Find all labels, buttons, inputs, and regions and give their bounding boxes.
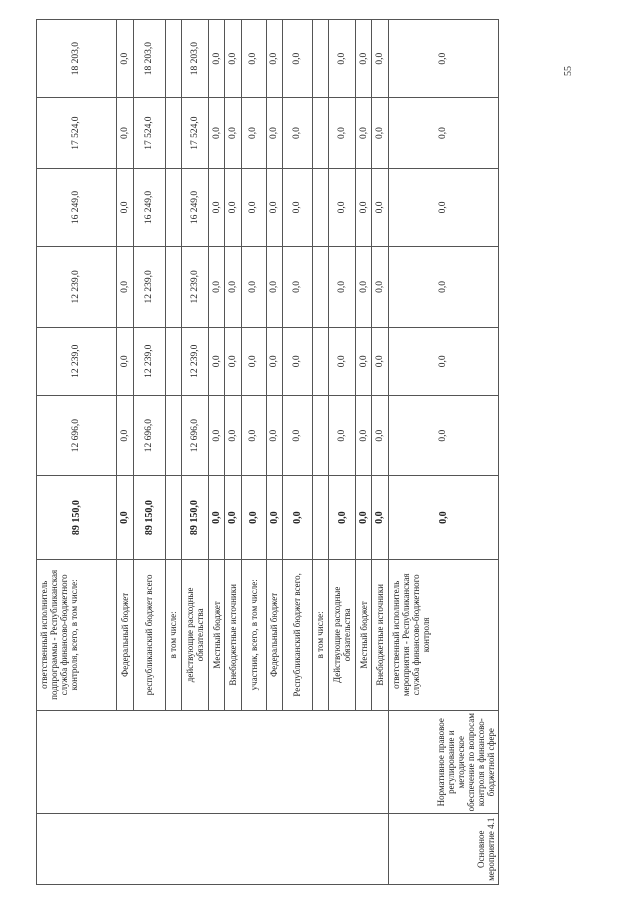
total-value-cell: 89 150,0 (37, 476, 117, 559)
value-cell (312, 395, 328, 476)
total-value-cell: 0,0 (266, 476, 282, 559)
value-cell: 0,0 (241, 98, 266, 169)
activity-status-cell (37, 814, 389, 885)
value-cell: 12 696,0 (133, 395, 165, 476)
value-cell: 0,0 (209, 168, 225, 246)
value-cell: 0,0 (372, 247, 388, 328)
value-cell: 0,0 (225, 247, 241, 328)
value-cell: 0,0 (225, 98, 241, 169)
value-cell: 0,0 (225, 168, 241, 246)
funding-source-cell: участник, всего, в том числе: (241, 559, 266, 710)
value-cell: 0,0 (117, 168, 133, 246)
funding-source-cell: Внебюджетные источники (225, 559, 241, 710)
value-cell: 12 239,0 (133, 327, 165, 395)
funding-source-cell: в том числе: (312, 559, 328, 710)
value-cell: 0,0 (282, 98, 312, 169)
value-cell: 0,0 (282, 247, 312, 328)
value-cell (165, 247, 181, 328)
value-cell: 0,0 (388, 98, 498, 169)
value-cell: 0,0 (117, 20, 133, 98)
value-cell: 0,0 (282, 395, 312, 476)
value-cell: 0,0 (356, 98, 372, 169)
value-cell: 0,0 (372, 395, 388, 476)
funding-source-cell: ответственный исполнитель подпрограммы - Республиканская служба финансово-бюджетного контроля, всего, в том числе: (37, 559, 117, 710)
value-cell: 0,0 (328, 395, 356, 476)
value-cell: 0,0 (328, 327, 356, 395)
value-cell: 0,0 (328, 20, 356, 98)
funding-source-cell: Федеральный бюджет (117, 559, 133, 710)
value-cell: 12 239,0 (133, 247, 165, 328)
funding-source-cell: Республиканский бюджет всего, (282, 559, 312, 710)
value-cell: 0,0 (117, 395, 133, 476)
funding-source-cell: республиканский бюджет всего (133, 559, 165, 710)
value-cell: 0,0 (225, 20, 241, 98)
value-cell (312, 247, 328, 328)
total-value-cell: 0,0 (117, 476, 133, 559)
value-cell (312, 98, 328, 169)
value-cell: 0,0 (209, 247, 225, 328)
value-cell: 0,0 (266, 395, 282, 476)
budget-table (36, 19, 499, 885)
activity-status-cell: Основное мероприятие 4.1 (388, 814, 498, 885)
value-cell: 0,0 (241, 395, 266, 476)
funding-source-cell: Местный бюджет (209, 559, 225, 710)
value-cell (165, 20, 181, 98)
value-cell: 0,0 (266, 247, 282, 328)
value-cell: 0,0 (209, 327, 225, 395)
funding-source-cell: Внебюджетные источники (372, 559, 388, 710)
value-cell (165, 395, 181, 476)
value-cell (165, 98, 181, 169)
value-cell: 12 239,0 (181, 327, 209, 395)
value-cell: 0,0 (388, 168, 498, 246)
value-cell: 0,0 (328, 168, 356, 246)
total-value-cell (165, 476, 181, 559)
value-cell (312, 327, 328, 395)
value-cell: 0,0 (282, 20, 312, 98)
value-cell: 0,0 (117, 327, 133, 395)
value-cell: 0,0 (372, 98, 388, 169)
total-value-cell: 0,0 (356, 476, 372, 559)
value-cell: 0,0 (241, 327, 266, 395)
value-cell: 12 239,0 (37, 247, 117, 328)
value-cell: 0,0 (241, 168, 266, 246)
value-cell: 0,0 (282, 168, 312, 246)
value-cell: 16 249,0 (181, 168, 209, 246)
value-cell: 0,0 (372, 168, 388, 246)
value-cell: 17 524,0 (37, 98, 117, 169)
subprogram-funding-block (37, 20, 389, 885)
total-value-cell: 0,0 (241, 476, 266, 559)
value-cell (312, 168, 328, 246)
total-value-cell: 0,0 (282, 476, 312, 559)
value-cell: 18 203,0 (133, 20, 165, 98)
total-value-cell: 0,0 (225, 476, 241, 559)
value-cell: 0,0 (266, 98, 282, 169)
value-cell: 0,0 (266, 327, 282, 395)
value-cell: 16 249,0 (37, 168, 117, 246)
value-cell (165, 168, 181, 246)
value-cell: 0,0 (356, 20, 372, 98)
total-value-cell: 89 150,0 (181, 476, 209, 559)
value-cell: 12 239,0 (181, 247, 209, 328)
table-row (37, 20, 117, 885)
value-cell: 12 696,0 (37, 395, 117, 476)
value-cell: 0,0 (388, 20, 498, 98)
value-cell: 0,0 (388, 327, 498, 395)
value-cell: 0,0 (356, 168, 372, 246)
activity-name-cell: Нормативное правовое регулирование и методическое обеспечение по вопросам контроля в финансово-бюджетной сфере (388, 711, 498, 814)
value-cell: 0,0 (225, 395, 241, 476)
value-cell: 0,0 (209, 20, 225, 98)
value-cell: 17 524,0 (181, 98, 209, 169)
value-cell: 0,0 (209, 98, 225, 169)
total-value-cell: 89 150,0 (133, 476, 165, 559)
value-cell: 0,0 (328, 98, 356, 169)
table-row (388, 20, 498, 885)
value-cell: 0,0 (356, 247, 372, 328)
value-cell: 0,0 (388, 395, 498, 476)
total-value-cell: 0,0 (328, 476, 356, 559)
value-cell: 0,0 (388, 247, 498, 328)
funding-source-cell: Действующие расходные обязательства (328, 559, 356, 710)
value-cell (165, 327, 181, 395)
value-cell: 0,0 (117, 98, 133, 169)
value-cell (312, 20, 328, 98)
value-cell: 0,0 (266, 168, 282, 246)
value-cell: 16 249,0 (133, 168, 165, 246)
funding-source-cell: ответственный исполнитель мероприятия - Республиканская служба финансово-бюджетного контроля (388, 559, 498, 710)
value-cell: 0,0 (241, 247, 266, 328)
value-cell: 0,0 (372, 20, 388, 98)
value-cell: 0,0 (356, 395, 372, 476)
total-value-cell: 0,0 (388, 476, 498, 559)
value-cell: 0,0 (372, 327, 388, 395)
value-cell: 0,0 (356, 327, 372, 395)
funding-source-cell: Местный бюджет (356, 559, 372, 710)
funding-source-cell: действующие расходные обязательства (181, 559, 209, 710)
value-cell: 18 203,0 (181, 20, 209, 98)
funding-source-cell: в том числе: (165, 559, 181, 710)
value-cell: 0,0 (117, 247, 133, 328)
value-cell: 12 239,0 (37, 327, 117, 395)
activity-name-cell (37, 711, 389, 814)
total-value-cell: 0,0 (209, 476, 225, 559)
value-cell: 0,0 (266, 20, 282, 98)
total-value-cell (312, 476, 328, 559)
value-cell: 18 203,0 (37, 20, 117, 98)
value-cell: 0,0 (328, 247, 356, 328)
value-cell: 0,0 (241, 20, 266, 98)
value-cell: 0,0 (225, 327, 241, 395)
value-cell: 0,0 (209, 395, 225, 476)
page-number: 55 (563, 66, 574, 76)
value-cell: 0,0 (282, 327, 312, 395)
total-value-cell: 0,0 (372, 476, 388, 559)
main-activity-4-1-block (388, 20, 498, 885)
value-cell: 17 524,0 (133, 98, 165, 169)
value-cell: 12 696,0 (181, 395, 209, 476)
funding-source-cell: Федеральный бюджет (266, 559, 282, 710)
